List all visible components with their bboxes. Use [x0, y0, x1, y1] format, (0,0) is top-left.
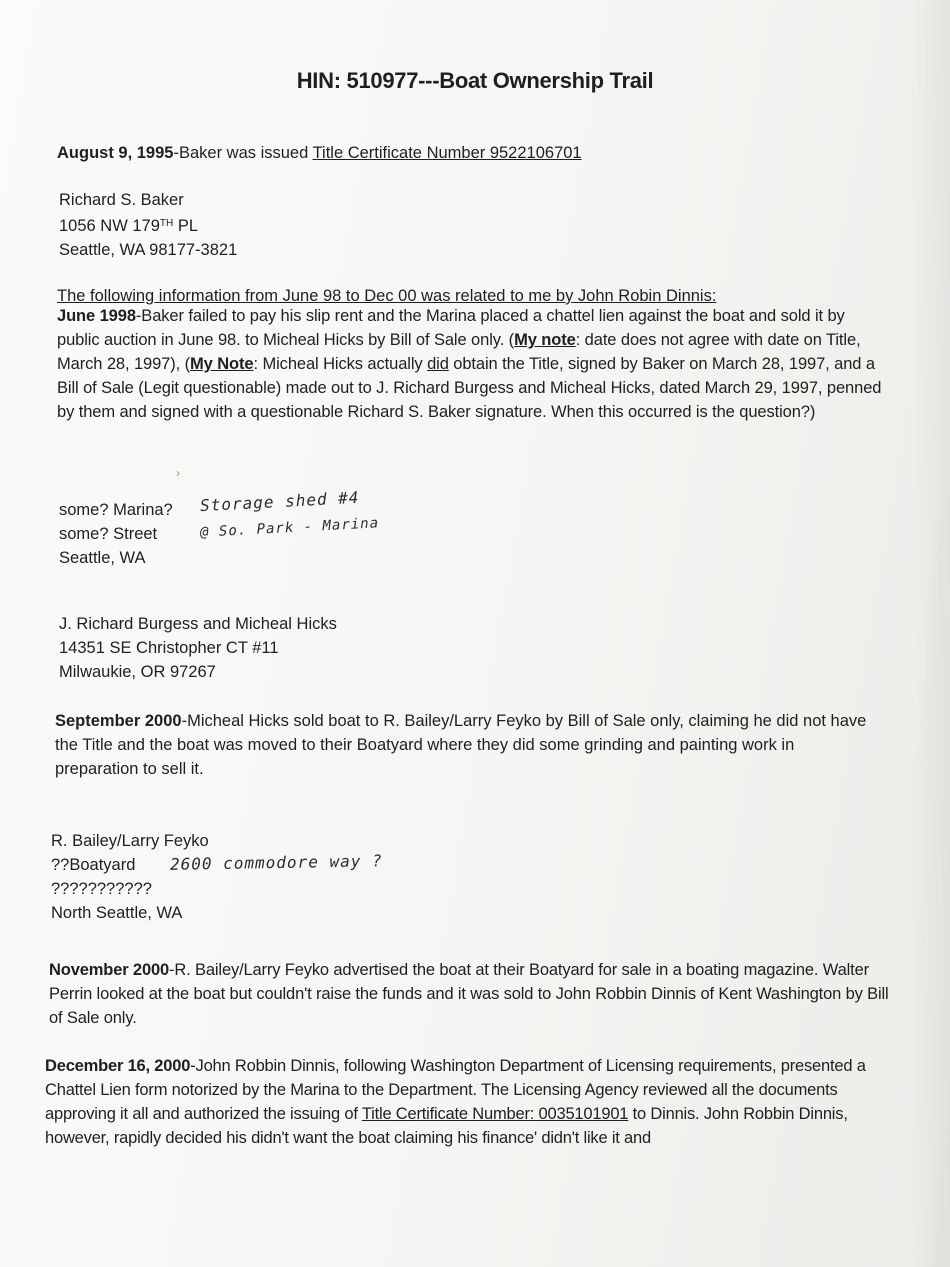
handwritten-boatyard-address: 2600 commodore way ? — [169, 851, 383, 874]
page-title: HIN: 510977---Boat Ownership Trail — [296, 68, 654, 93]
bailey-address — [51, 829, 251, 925]
entry-date: June 1998 — [57, 307, 136, 325]
address-line: some? Marina? — [59, 501, 173, 519]
related-note: The following information from June 98 to Dec 00 was related to me by John Robin Dinnis: — [57, 287, 717, 305]
entry-text: -Micheal Hicks sold boat to R. Bailey/Larry Feyko by Bill of Sale only, claiming he did not have the Title and the boat was moved to their Boatyard where they did some grinding and painting work in preparation to sell it. — [55, 712, 867, 778]
address-name: J. Richard Burgess and Micheal Hicks — [59, 615, 337, 633]
entry-1998 — [57, 304, 883, 424]
entry-text: : date does not agree with date on Title, March 28, 1997), ( — [57, 331, 861, 373]
my-note-label: My Note — [190, 355, 254, 373]
address-name: R. Bailey/Larry Feyko — [51, 832, 209, 850]
address-city: Milwaukie, OR 97267 — [59, 663, 216, 681]
pen-mark: › — [176, 466, 180, 480]
handwritten-storage-note: Storage shed #4 — [199, 487, 360, 516]
street-suffix: TH — [159, 218, 174, 229]
entry-text: : Micheal Hicks actually — [253, 355, 428, 373]
entry-2000-sep — [55, 709, 875, 781]
handwritten-marina-note: @ So. Park - Marina — [199, 515, 380, 541]
title-certificate-number: Title Certificate Number: 0035101901 — [361, 1105, 629, 1123]
address-line: some? Street — [59, 525, 158, 543]
emphasis-did: did — [427, 355, 449, 373]
address-name: Richard S. Baker — [59, 191, 184, 209]
entry-text: obtain the Title, signed by Baker on March 28, 1997, and a Bill of Sale (Legit questionable) made out to J. Richard Burgess and Micheal Hicks, dated March 29, 1997, penned by them and signed with a questionable Richard S. Baker signature. When this occurred is the question?) — [57, 355, 882, 421]
entry-text: to Dinnis. John Robbin Dinnis, however, rapidly decided his didn't want the boat claiming his finance' didn't like it and — [45, 1105, 848, 1147]
address-street — [59, 212, 459, 238]
baker-address — [59, 188, 459, 262]
address-city: Seattle, WA 98177-3821 — [59, 241, 238, 259]
burgess-address — [59, 612, 559, 684]
address-line: Seattle, WA — [59, 549, 146, 567]
entry-2000-dec — [45, 1054, 905, 1150]
entry-text: -Baker was issued — [173, 144, 313, 162]
entry-date: December 16, 2000 — [45, 1057, 191, 1075]
marina-address — [59, 498, 199, 570]
title-certificate-number: Title Certificate Number 9522106701 — [312, 144, 582, 162]
entry-date: September 2000 — [55, 712, 182, 730]
address-line: ??Boatyard — [51, 856, 136, 874]
street-number: 1056 NW 179 — [59, 217, 160, 235]
entry-date: November 2000 — [49, 961, 170, 979]
entry-2000-nov — [49, 958, 889, 1030]
street-type: PL — [173, 217, 199, 235]
address-street: 14351 SE Christopher CT #11 — [59, 639, 279, 657]
my-note-label: My note — [514, 331, 576, 349]
entry-text: -R. Bailey/Larry Feyko advertised the boat at their Boatyard for sale in a boating magazine. Walter Perrin looked at the boat but couldn't raise the funds and it was sold to John Robbin Dinnis of Kent Washington by Bill of Sale only. — [49, 961, 889, 1027]
address-city: North Seattle, WA — [51, 904, 183, 922]
entry-text: -John Robbin Dinnis, following Washington Department of Licensing requirements, presented a Chattel Lien form notorized by the Marina to the Department. The Licensing Agency reviewed all the documents approving it all and authorized the issuing of — [45, 1057, 866, 1123]
entry-text: -Baker failed to pay his slip rent and the Marina placed a chattel lien against the boat and sold it by public auction in June 98. to Micheal Hicks by Bill of Sale only. ( — [57, 307, 845, 349]
entry-date: August 9, 1995 — [57, 144, 174, 162]
entry-1995 — [57, 141, 917, 165]
address-line: ??????????? — [51, 880, 152, 898]
